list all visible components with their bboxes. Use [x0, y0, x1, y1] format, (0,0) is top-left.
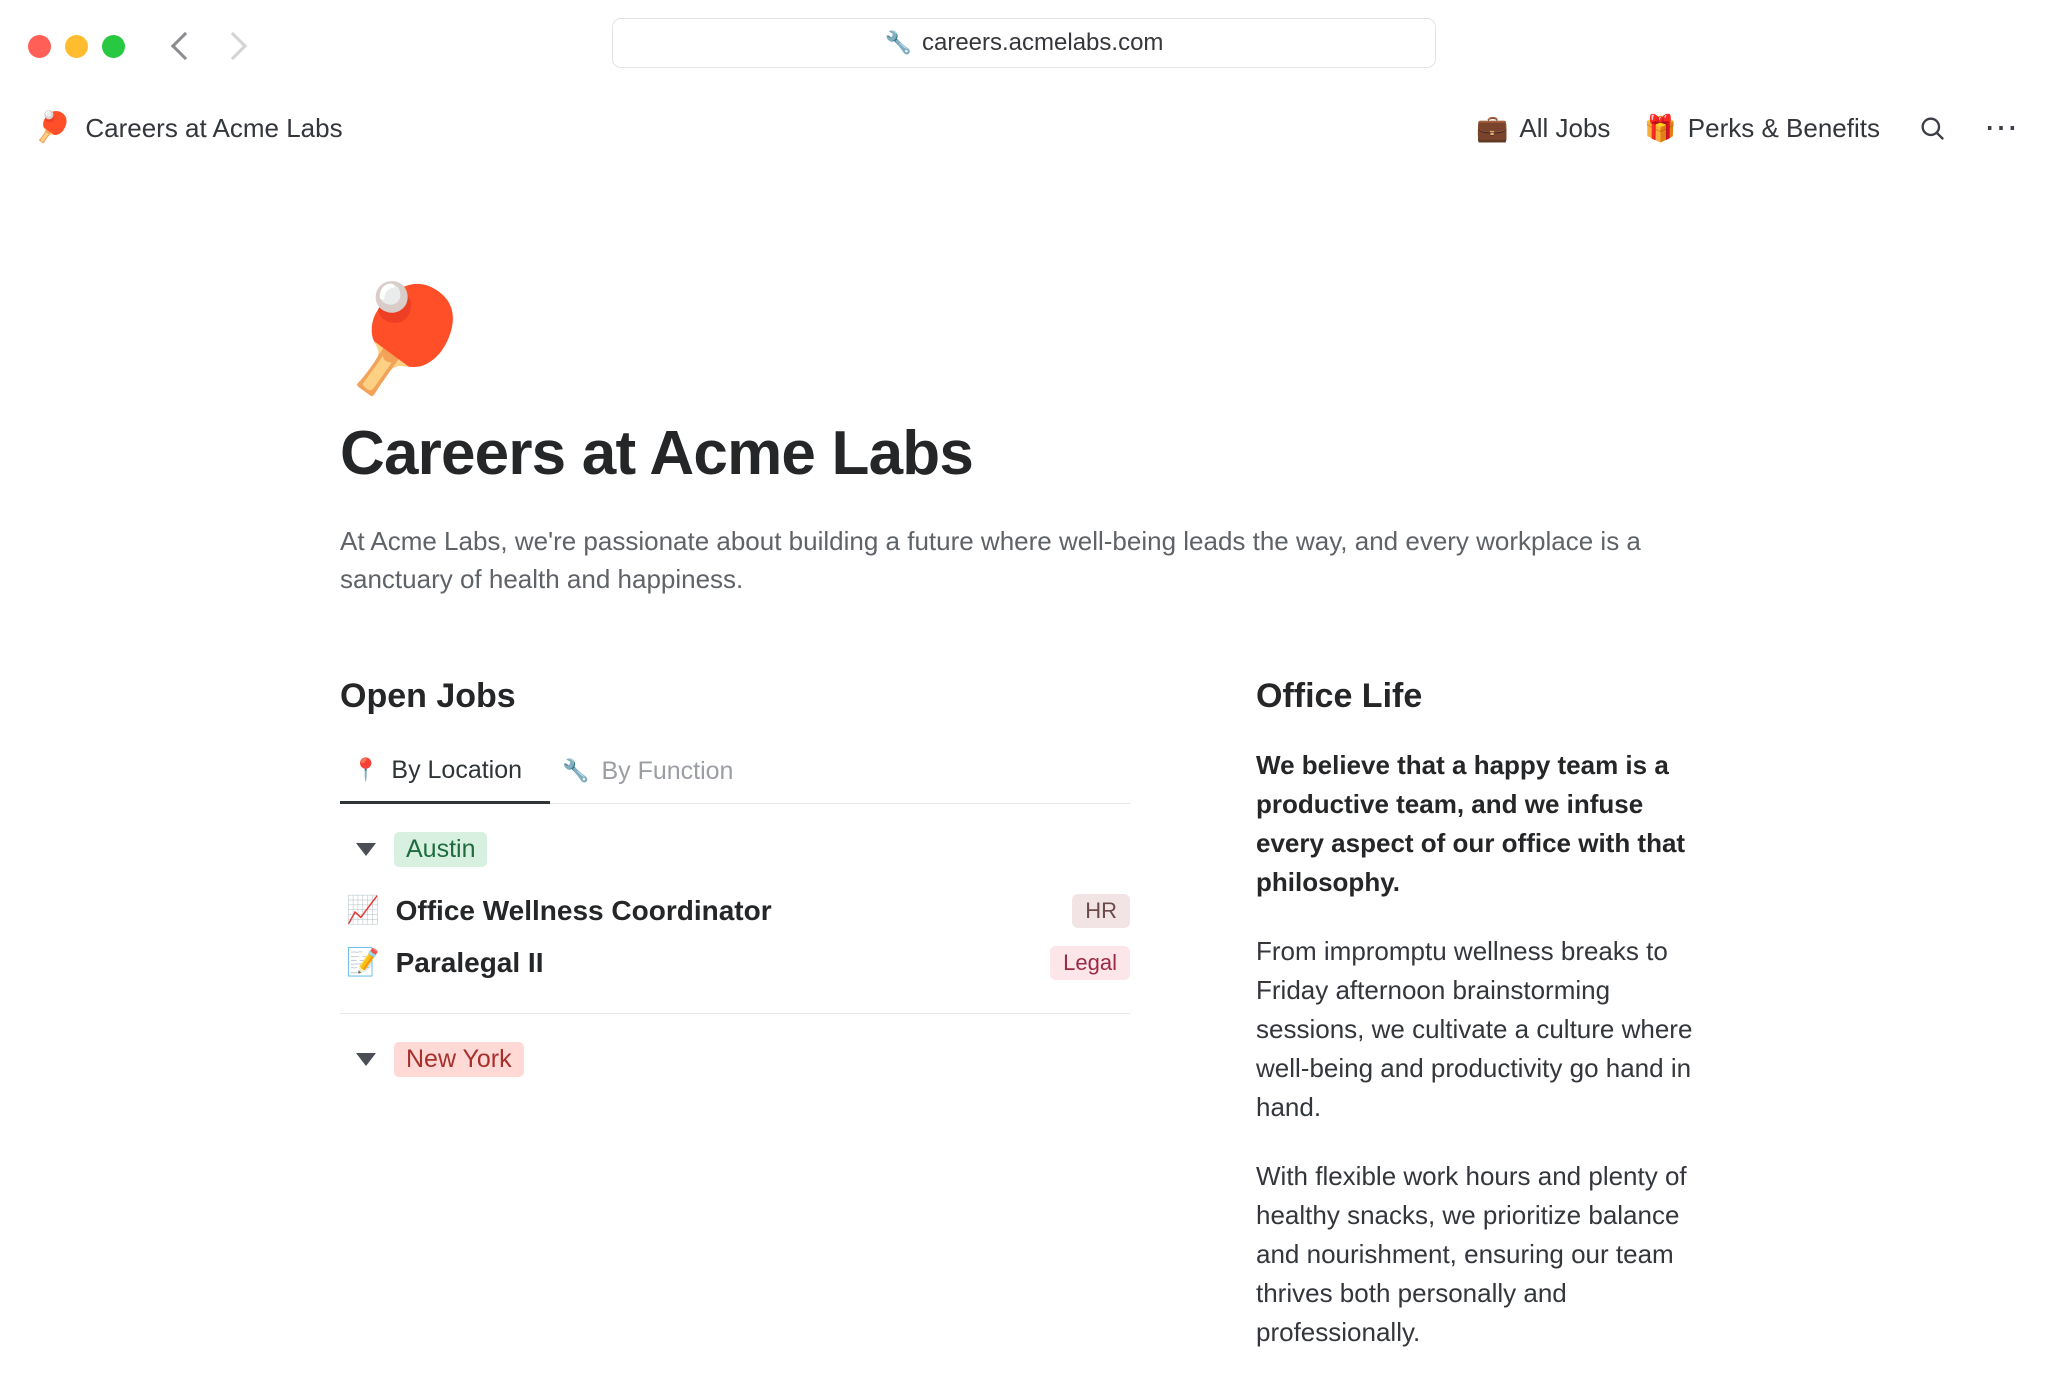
- nav-item-perks-benefits-label: Perks & Benefits: [1687, 112, 1880, 143]
- job-list-item[interactable]: [340, 885, 1130, 937]
- office-life-paragraph-2: With flexible work hours and plenty of healthy snacks, we prioritize balance and nourishment, ensuring our team thrives both personally and professionally.: [1256, 1160, 1687, 1347]
- job-filter-tabs: [340, 746, 1130, 804]
- job-tag: HR: [1072, 894, 1130, 928]
- job-group-header[interactable]: [340, 1042, 1130, 1077]
- back-icon[interactable]: [167, 31, 197, 61]
- job-item-main: [340, 947, 544, 979]
- more-options-icon[interactable]: [1984, 110, 2020, 146]
- ping-pong-icon: 🏓: [34, 111, 72, 144]
- job-group-label: New York: [394, 1042, 524, 1077]
- job-tag: Legal: [1050, 946, 1130, 980]
- wrench-icon: 🔧: [562, 758, 590, 784]
- nav-item-perks-benefits[interactable]: [1644, 113, 1880, 144]
- two-column-layout: [340, 677, 1708, 1382]
- tab-by-function[interactable]: [550, 746, 761, 803]
- job-item-main: [340, 895, 772, 927]
- nav-item-all-jobs-label: All Jobs: [1519, 112, 1611, 143]
- job-group-header[interactable]: [340, 832, 1130, 867]
- office-life-paragraph-1: From impromptu wellness breaks to Friday afternoon brainstorming sessions, we cultivate a culture where well-being and productivity go hand in hand.: [1256, 935, 1693, 1122]
- open-jobs-heading: Open Jobs: [340, 676, 516, 715]
- page-cover-icon: 🏓: [340, 281, 470, 397]
- forward-icon[interactable]: [219, 31, 249, 61]
- collapse-triangle-icon[interactable]: [356, 843, 376, 856]
- gift-icon: 🎁: [1644, 112, 1677, 143]
- tab-by-location-label: By Location: [391, 755, 523, 784]
- page-content: [144, 282, 1904, 1382]
- office-life-heading: Office Life: [1256, 676, 1423, 715]
- minimize-window-button[interactable]: [65, 35, 88, 58]
- header-nav: [1476, 110, 2020, 146]
- tab-by-location[interactable]: [340, 746, 550, 804]
- memo-icon: 📝: [346, 947, 380, 978]
- address-bar[interactable]: [612, 18, 1436, 68]
- brand-label: Careers at Acme Labs: [85, 112, 343, 143]
- more-options-label: ⋯: [1984, 108, 2020, 147]
- site-header: [0, 92, 2048, 164]
- open-jobs-section: [340, 677, 1130, 1382]
- window-controls: [28, 35, 125, 58]
- group-divider: [340, 1013, 1130, 1014]
- search-icon[interactable]: [1914, 110, 1950, 146]
- briefcase-icon: 💼: [1476, 112, 1509, 143]
- nav-item-all-jobs[interactable]: [1476, 113, 1610, 144]
- tab-by-function-label: By Function: [601, 756, 734, 785]
- office-life-lead: We believe that a happy team is a productive team, and we infuse every aspect of our office with that philosophy.: [1256, 749, 1686, 897]
- page-title: Careers at Acme Labs: [340, 419, 974, 489]
- chart-icon: 📈: [346, 895, 380, 926]
- navigation-buttons: [167, 31, 249, 61]
- job-group-label: Austin: [394, 832, 487, 867]
- job-group-new-york: [340, 1042, 1130, 1077]
- job-title: Paralegal II: [395, 946, 544, 978]
- job-title: Office Wellness Coordinator: [395, 894, 772, 926]
- location-pin-icon: 📍: [352, 757, 380, 783]
- maximize-window-button[interactable]: [102, 35, 125, 58]
- page-description: At Acme Labs, we're passionate about building a future where well-being leads the way, and every workplace is a sanctuary of health and happiness.: [340, 526, 1641, 595]
- page-body: [0, 164, 2048, 1382]
- address-bar-text: careers.acmelabs.com: [921, 29, 1164, 56]
- close-window-button[interactable]: [28, 35, 51, 58]
- office-life-section: [1256, 677, 1708, 1382]
- wrench-icon: 🔧: [884, 30, 912, 55]
- job-group-austin: [340, 832, 1130, 1014]
- collapse-triangle-icon[interactable]: [356, 1053, 376, 1066]
- browser-toolbar: [0, 0, 2048, 92]
- job-list-item[interactable]: [340, 937, 1130, 989]
- brand-link[interactable]: [34, 113, 343, 144]
